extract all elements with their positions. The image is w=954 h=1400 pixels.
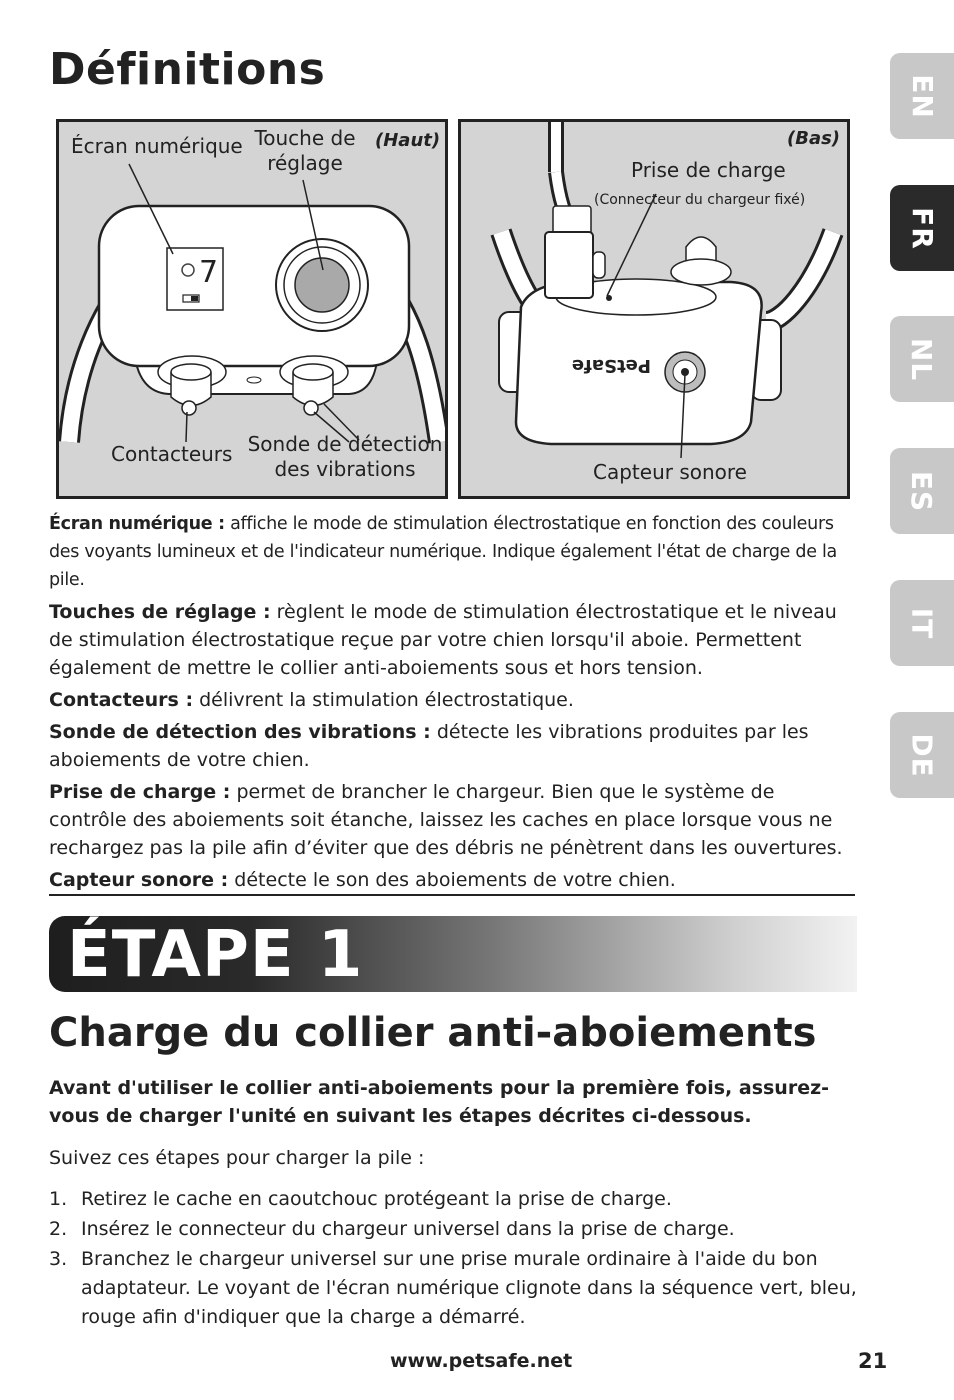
- label-contacteurs: Contacteurs: [111, 442, 233, 466]
- step-banner-label: ÉTAPE 1: [67, 918, 364, 992]
- step-banner: [49, 916, 857, 992]
- page-title: Définitions: [49, 44, 326, 95]
- tab-fr-label: FR: [905, 206, 939, 250]
- tab-nl-label: NL: [905, 337, 939, 381]
- label-connecteur-fixe: (Connecteur du chargeur fixé): [594, 192, 806, 208]
- label-sonde-vibrations: [245, 432, 445, 482]
- step-text: Branchez le chargeur universel sur une prise murale ordinaire à l'aide du bon adaptateur. Le voyant de l'écran numérique clignote dans la séquence vert, bleu, rouge afin d'indiquer que la charge a démarré.: [81, 1248, 857, 1328]
- definition-term: Écran numérique :: [49, 514, 225, 534]
- tab-es-label: ES: [905, 470, 939, 512]
- definition-prise: [49, 778, 857, 862]
- intro-text: Suivez ces étapes pour charger la pile :: [49, 1147, 425, 1169]
- step-text: Retirez le cache en caoutchouc protégeant la prise de charge.: [81, 1188, 672, 1210]
- label-capteur-sonore: Capteur sonore: [593, 460, 747, 484]
- intro-warning: Avant d'utiliser le collier anti-aboiements pour la première fois, assurez-vous de charger l'unité en suivant les étapes décrites ci-dessous.: [49, 1077, 830, 1127]
- list-item: [49, 1185, 857, 1214]
- list-item: [49, 1245, 857, 1332]
- brand-logo: PetSafe: [571, 355, 651, 376]
- tab-de[interactable]: [890, 712, 954, 798]
- step-text: Insérez le connecteur du chargeur universel dans la prise de charge.: [81, 1218, 735, 1240]
- label-sonde-line2: des vibrations: [274, 457, 416, 481]
- page-number: 21: [858, 1349, 888, 1373]
- svg-text:7: 7: [199, 255, 219, 290]
- tab-fr[interactable]: [890, 185, 954, 271]
- figure-bottom-view: [458, 119, 850, 499]
- step-number: 3.: [49, 1248, 68, 1270]
- definitions-list: [49, 510, 857, 898]
- tab-de-label: DE: [905, 732, 939, 778]
- section-divider: [49, 894, 855, 896]
- section-title: Charge du collier anti-aboiements: [49, 1010, 817, 1056]
- label-touche-reglage: [245, 126, 365, 176]
- tab-es[interactable]: [890, 448, 954, 534]
- label-sonde-line1: Sonde de détection: [247, 432, 443, 456]
- definition-text: affiche le mode de stimulation électrostatique en fonction des couleurs des voyants lumineux et de l'indicateur numérique. Indique également l'état de charge de la pile.: [49, 514, 837, 590]
- label-ecran-numerique: Écran numérique: [71, 134, 243, 158]
- definition-text: règlent le mode de stimulation électrostatique et le niveau de stimulation électrostatique reçue par votre chien lorsqu'il aboie. Permettent également de mettre le collier anti-aboiements sous et hors tension.: [49, 601, 837, 679]
- step-number: 1.: [49, 1188, 68, 1210]
- definition-term: Contacteurs :: [49, 689, 194, 711]
- definition-term: Prise de charge :: [49, 781, 231, 803]
- definition-ecran: [49, 510, 857, 594]
- footer-url[interactable]: www.petsafe.net: [390, 1350, 573, 1372]
- tab-it[interactable]: [890, 580, 954, 666]
- definition-text: détecte le son des aboiements de votre chien.: [228, 869, 676, 891]
- definition-touches: [49, 598, 857, 682]
- tab-nl[interactable]: [890, 316, 954, 402]
- label-touche-line2: réglage: [267, 151, 343, 175]
- definition-sonde: [49, 718, 857, 774]
- definition-contacteurs: [49, 686, 857, 714]
- label-prise-charge: Prise de charge: [631, 158, 786, 182]
- list-item: [49, 1215, 857, 1244]
- tab-en[interactable]: [890, 53, 954, 139]
- definition-text: détecte les vibrations produites par les aboiements de votre chien.: [49, 721, 809, 771]
- figure-top-view: [56, 119, 448, 499]
- definition-term: Touches de réglage :: [49, 601, 271, 623]
- definition-text: permet de brancher le chargeur. Bien que le système de contrôle des aboiements soit étanche, laissez les caches en place lorsque vous ne rechargez pas la pile afin d’éviter que des débris ne pénètrent dans les ouvertures.: [49, 781, 843, 859]
- definition-text: délivrent la stimulation électrostatique.: [193, 689, 574, 711]
- tab-it-label: IT: [905, 607, 939, 639]
- tag-haut: (Haut): [375, 130, 441, 151]
- charging-steps: [49, 1185, 857, 1333]
- step-number: 2.: [49, 1218, 68, 1240]
- definition-capteur: [49, 866, 857, 894]
- definition-term: Sonde de détection des vibrations :: [49, 721, 431, 743]
- tab-en-label: EN: [905, 73, 939, 119]
- tag-bas: (Bas): [787, 128, 841, 149]
- definition-term: Capteur sonore :: [49, 869, 229, 891]
- label-touche-line1: Touche de: [254, 126, 356, 150]
